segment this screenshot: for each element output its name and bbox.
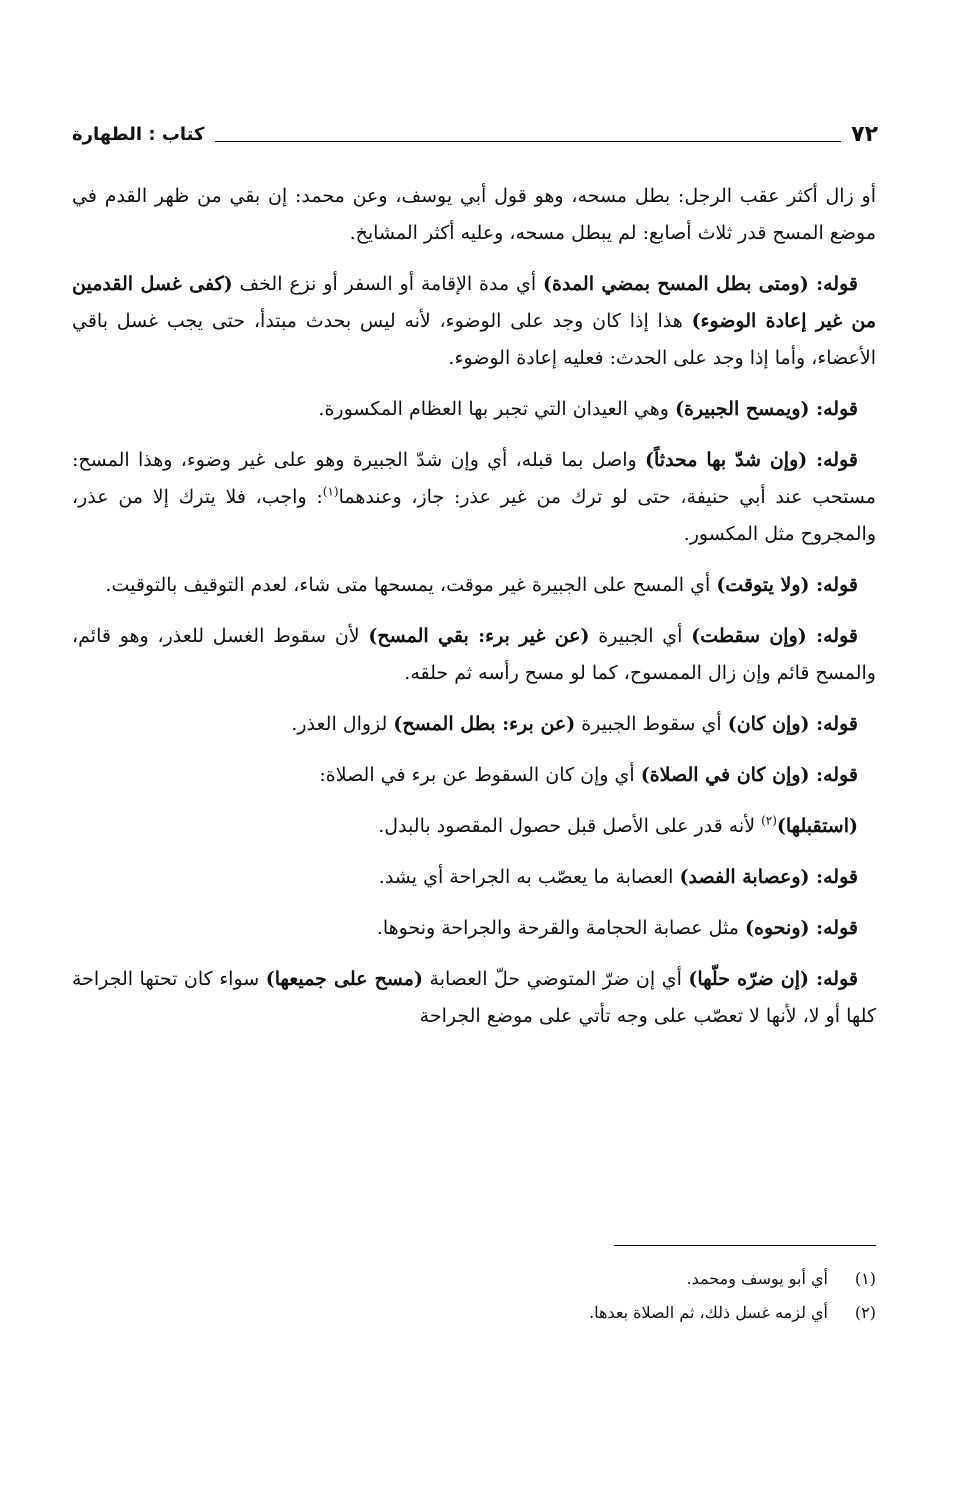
paragraph bbox=[72, 961, 876, 1035]
commentary-text: لأن سقوط الغسل للعذر، وهو قائم، والمسح قائم وإن زال الممسوح، كما لو مسح رأسه ثم حلقه. bbox=[72, 625, 876, 684]
quoted-text: قوله: (ويمسح الجبيرة) bbox=[675, 398, 858, 420]
commentary-text: واصل بما قبله، أي وإن شدّ الجبيرة وهو على غير وضوء، وهذا المسح: مستحب عند أبي حنيفة، حتى لو ترك من غير عذر: جاز، وعندهما bbox=[72, 449, 876, 508]
header-rule bbox=[215, 141, 842, 142]
commentary-text: : واجب، فلا يترك إلا من عذر، والمجروح مثل المكسور. bbox=[72, 486, 876, 545]
quoted-text: قوله: (وعصابة الفصد) bbox=[679, 866, 858, 888]
book-title: كتاب : الطهارة bbox=[72, 124, 205, 145]
quoted-text: قوله: (إن ضرّه حلّها) bbox=[688, 968, 858, 990]
paragraph bbox=[72, 266, 876, 377]
quoted-text: قوله: (وإن كان) bbox=[727, 713, 858, 735]
commentary-text: سواء كان تحتها الجراحة كلها أو لا، لأنها لا تعصّب على وجه تأتي على موضع الجراحة bbox=[72, 968, 876, 1027]
paragraph bbox=[72, 567, 876, 604]
page-header bbox=[72, 118, 878, 148]
commentary-text: أي المسح على الجبيرة غير موقت، يمسحها متى شاء، لعدم التوقيف بالتوقيت. bbox=[105, 574, 717, 596]
footnote-reference: (١) bbox=[322, 484, 339, 499]
quoted-text: قوله: (وإن سقطت) bbox=[691, 625, 858, 647]
commentary-text: هذا إذا كان وجد على الوضوء، لأنه ليس بحدث مبتدأ، حتى يجب غسل باقي الأعضاء، وأما إذا وجد على الحدث: فعليه إعادة الوضوء. bbox=[72, 310, 876, 369]
footnote-text: أي لزمه غسل ذلك، ثم الصلاة بعدها. bbox=[589, 1303, 828, 1322]
body-text bbox=[72, 178, 876, 1049]
commentary-text: العصابة ما يعصّب به الجراحة أي يشد. bbox=[378, 866, 680, 888]
page-number: ٧٢ bbox=[851, 122, 878, 147]
quoted-text: قوله: (ومتى بطل المسح بمضي المدة) bbox=[543, 273, 858, 295]
footnote-text: أي أبو يوسف ومحمد. bbox=[686, 1269, 828, 1288]
footnote-rule bbox=[614, 1245, 876, 1246]
commentary-text: لأنه قدر على الأصل قبل حصول المقصود بالبدل. bbox=[378, 815, 762, 837]
footnotes bbox=[300, 1262, 876, 1330]
quoted-text: قوله: (ونحوه) bbox=[745, 917, 858, 939]
commentary-text: أي سقوط الجبيرة bbox=[575, 713, 728, 735]
commentary-text: أي الجبيرة bbox=[589, 625, 692, 647]
quoted-text: قوله: (ولا يتوقت) bbox=[716, 574, 858, 596]
paragraph bbox=[72, 706, 876, 743]
footnote-number: (٢) bbox=[854, 1303, 876, 1322]
quoted-text: (مسح على جميعها) bbox=[265, 968, 423, 990]
quoted-text: (استقبلها) bbox=[776, 815, 858, 837]
footnote-item bbox=[300, 1296, 876, 1330]
paragraph bbox=[72, 442, 876, 553]
footnote-item bbox=[300, 1262, 876, 1296]
paragraph bbox=[72, 178, 876, 252]
commentary-text: مثل عصابة الحجامة والقرحة والجراحة ونحوها. bbox=[376, 917, 746, 939]
commentary-text: وهي العيدان التي تجبر بها العظام المكسورة. bbox=[318, 398, 675, 420]
paragraph bbox=[72, 859, 876, 896]
footnote-number: (١) bbox=[854, 1269, 876, 1288]
quoted-text: قوله: (وإن شدّ بها محدثاً) bbox=[645, 449, 858, 471]
commentary-text: أي إن ضرّ المتوضي حلّ العصابة bbox=[422, 968, 689, 990]
paragraph bbox=[72, 391, 876, 428]
quoted-text: (عن غير برء: بقي المسح) bbox=[368, 625, 590, 647]
paragraph bbox=[72, 910, 876, 947]
footnote-reference: (٢) bbox=[761, 813, 777, 828]
paragraph bbox=[72, 757, 876, 794]
commentary-text: أي مدة الإقامة أو السفر أو نزع الخف bbox=[232, 273, 543, 295]
quoted-text: (عن برء: بطل المسح) bbox=[393, 713, 576, 735]
quoted-text: قوله: (وإن كان في الصلاة) bbox=[640, 764, 858, 786]
paragraph bbox=[72, 808, 876, 845]
commentary-text: أو زال أكثر عقب الرجل: بطل مسحه، وهو قول أبي يوسف، وعن محمد: إن بقي من ظهر القدم في موضع المسح قدر ثلاث أصابع: لم يبطل مسحه، وعليه أكثر المشايخ. bbox=[72, 185, 876, 244]
commentary-text: أي وإن كان السقوط عن برء في الصلاة: bbox=[319, 764, 641, 786]
commentary-text: لزوال العذر. bbox=[291, 713, 394, 735]
paragraph bbox=[72, 618, 876, 692]
quoted-text: (كفى غسل القدمين من غير إعادة الوضوء) bbox=[72, 273, 876, 332]
